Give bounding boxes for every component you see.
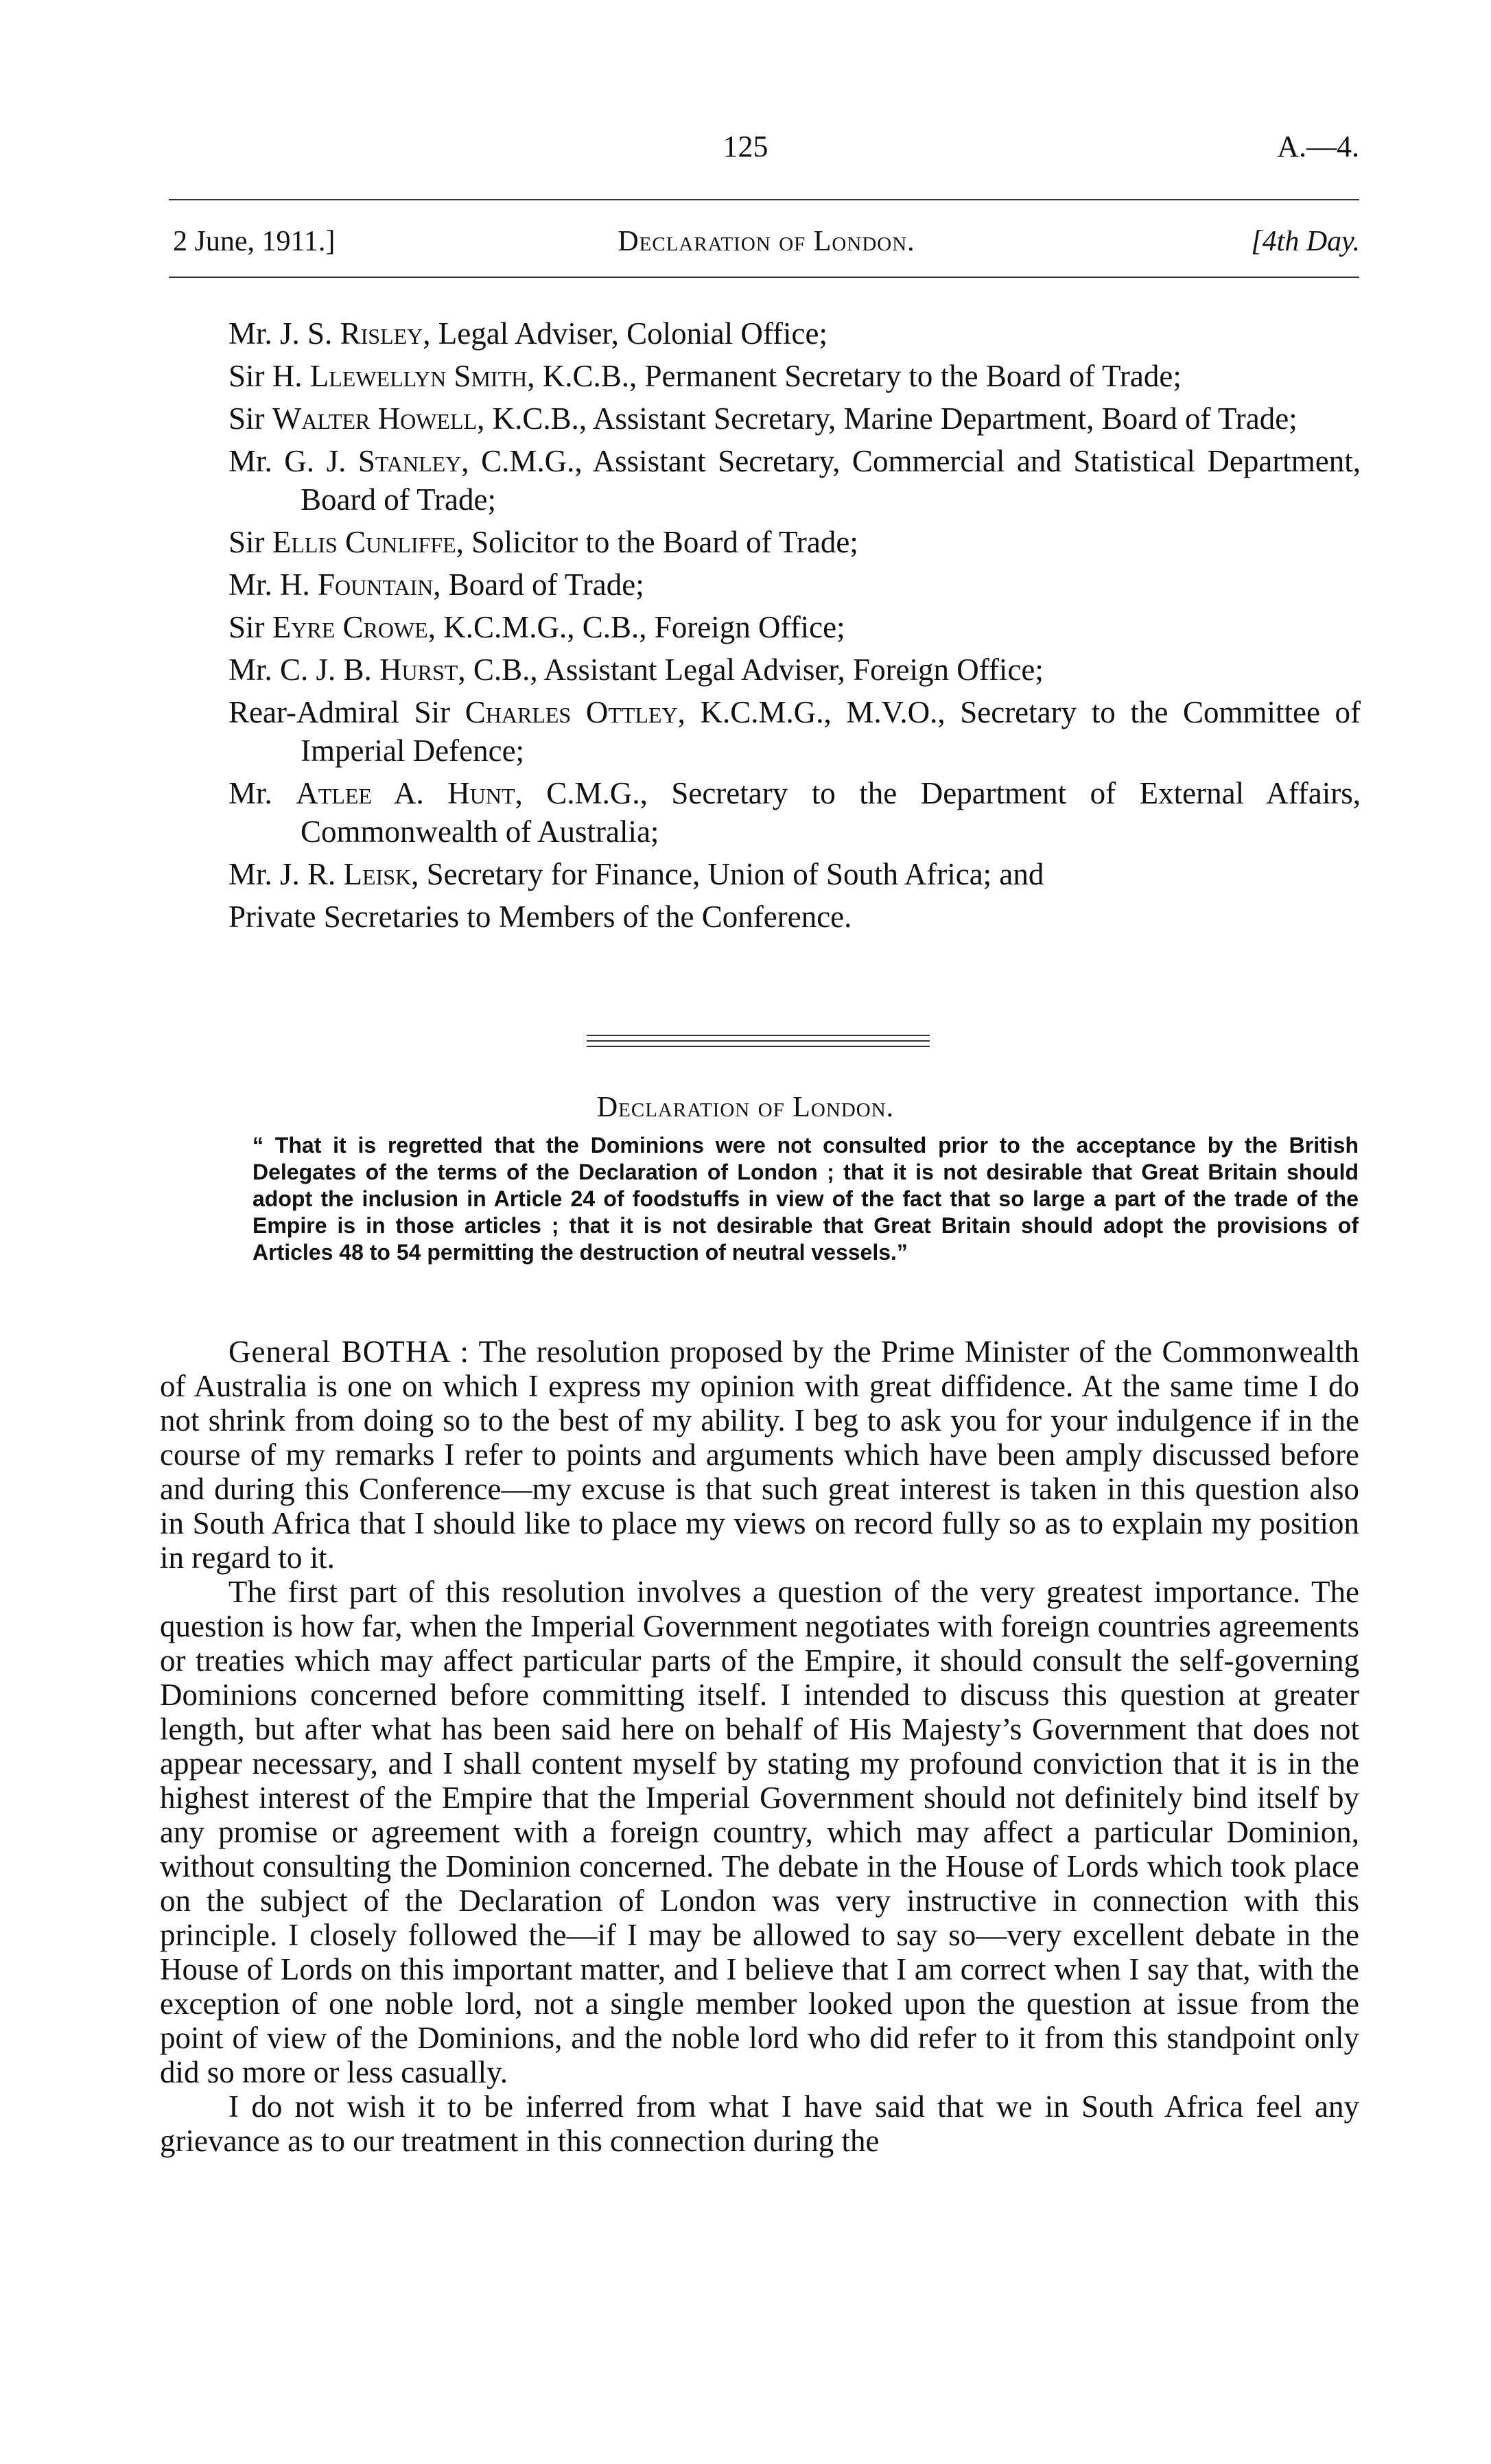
section-heading: Declaration of London. (596, 1092, 895, 1123)
speech (160, 1335, 1359, 2158)
speech-paragraph: The first part of this resolution involves a question of the very greatest importance. The question is how far, when the Imperial Government negotiates with foreign countries agreements or treaties which may affect particular parts of the Empire, it should consult the self-governing Dominions concerned before committing itself. I intended to discuss this question at greater length, but after what has been said here on behalf of His Majesty’s Government that does not appear necessary, and I shall content myself by stating my profound conviction that it is in the highest interest of the Empire that the Imperial Government should not definitely bind itself by any promise or agreement with a foreign country, which may affect a particular Dominion, without consulting the Dominion concerned. The debate in the House of Lords which took place on the subject of the Declaration of London was very instructive in connection with this principle. I closely followed the—if I may be allowed to say so—very excellent debate in the House of Lords on this important matter, and I believe that I am correct when I say that, with the exception of one noble lord, not a single member looked upon the question at issue from the point of view of the Dominions, and the noble lord who did refer to it from this standpoint only did so more or less casually. (160, 1575, 1359, 2089)
running-head-title: Declaration of London. (618, 226, 915, 257)
running-head-day: [4th Day. (1251, 226, 1360, 257)
attendee-entry: Mr. H. Fountain, Board of Trade; (228, 567, 644, 602)
attendee-list (228, 314, 1361, 940)
document-reference: A.—4. (1277, 130, 1359, 163)
attendee-entry: Rear-Admiral Sir Charles Ottley, K.C.M.G., M.V.O., Secretary to the Committee of Imperial Defence; (228, 695, 1361, 768)
attendee-entry: Sir Ellis Cunliffe, Solicitor to the Board of Trade; (228, 525, 858, 559)
attendee-entry: Mr. J. R. Leisk, Secretary for Finance, Union of South Africa; and (228, 857, 1044, 891)
attendee-entry: Sir H. Llewellyn Smith, K.C.B., Permanent Secretary to the Board of Trade; (228, 359, 1182, 393)
header-rule-top (169, 199, 1359, 200)
header-rule-bottom (169, 277, 1359, 278)
attendee-entry: Mr. Atlee A. Hunt, C.M.G., Secretary to the Department of External Affairs, Commonwealth of Australia; (228, 776, 1361, 849)
attendee-entry: Mr. C. J. B. Hurst, C.B., Assistant Legal Adviser, Foreign Office; (228, 653, 1044, 687)
speech-paragraph: General BOTHA : The resolution proposed by the Prime Minister of the Commonwealth of Australia is one on which I express my opinion with great diffidence. At the same time I do not shrink from doing so to the best of my ability. I beg to ask you for your indulgence if in the course of my remarks I refer to points and arguments which have been amply discussed before and during this Conference—my excuse is that such great interest is taken in this question also in South Africa that I should like to place my views on record fully so as to explain my position in regard to it. (160, 1335, 1360, 1575)
page-number: 125 (723, 130, 768, 163)
speaker-name: General BOTHA : (228, 1335, 470, 1369)
running-head-date: 2 June, 1911.] (173, 226, 336, 257)
attendee-entry: Sir Walter Howell, K.C.B., Assistant Secretary, Marine Department, Board of Trade; (228, 401, 1298, 436)
attendee-entry: Sir Eyre Crowe, K.C.M.G., C.B., Foreign Office; (228, 610, 845, 644)
attendees-footer: Private Secretaries to Members of the Conference. (228, 900, 852, 934)
section-divider (587, 1035, 930, 1051)
resolution-text: “ That it is regretted that the Dominions were not consulted prior to the acceptance by the British Delegates of the terms of the Declaration of London ; that it is not desirable that Great Britain should adopt the inclusion in Article 24 of foodstuffs in view of the fact that so large a part of the trade of the Empire is in those articles ; that it is not desirable that Great Britain should adopt the provisions of Articles 48 to 54 permitting the destruction of neutral vessels.” (253, 1133, 1359, 1265)
attendee-entry: Mr. J. S. Risley, Legal Adviser, Colonial Office; (228, 316, 827, 351)
speech-paragraph: I do not wish it to be inferred from what I have said that we in South Africa feel any grievance as to our treatment in this connection during the (160, 2089, 1359, 2158)
attendee-entry: Mr. G. J. Stanley, C.M.G., Assistant Secretary, Commercial and Statistical Department, Board of Trade; (228, 444, 1361, 517)
